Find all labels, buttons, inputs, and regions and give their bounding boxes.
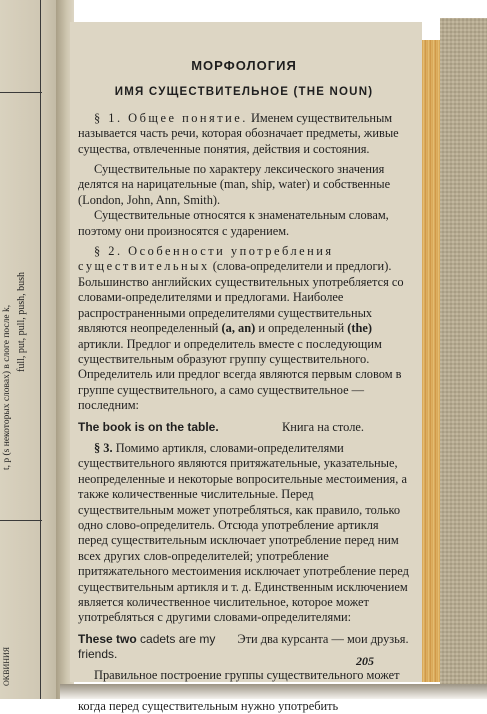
paragraph-text: и определенный	[255, 321, 348, 336]
example-1	[78, 420, 410, 435]
paragraph-heading: § 1. Общее понятие.	[94, 110, 248, 125]
paragraph-5	[78, 441, 410, 626]
paragraph-4	[78, 244, 410, 413]
example-russian: Книга на столе.	[282, 419, 364, 434]
table-header-text: t, p (s некоторых словах) в слоге после k,	[2, 304, 12, 470]
table-word-list: full, put, pull, push, bush	[16, 271, 27, 372]
paragraph-heading: § 3.	[94, 440, 113, 455]
book-cover	[440, 18, 487, 699]
example-english-bold: These two	[78, 631, 137, 646]
page-text	[78, 50, 410, 714]
page-number: 205	[356, 654, 374, 668]
example-english-bold: on the table.	[148, 419, 219, 434]
indefinite-article: (a, an)	[221, 321, 256, 336]
paragraph-6: Правильное построение группы существительного может когда перед существительным нужно употребить	[78, 667, 400, 713]
previous-page-fragment	[0, 0, 62, 699]
example-russian: Эти два курсанта — мои друзья.	[237, 631, 409, 646]
example-english	[78, 632, 236, 662]
paragraph-heading: § 2. Особенности употребления существительных	[78, 244, 334, 274]
example-english-text: cadets are my friends.	[78, 631, 216, 661]
paragraph-2: Существительные по характеру лексического значения делятся на нарицательные (man, ship, water) и собственные (London, John, Ann, Smith).	[78, 162, 391, 207]
book-page	[70, 22, 422, 713]
example-english	[78, 420, 236, 435]
paragraph-1	[78, 111, 410, 157]
example-english-bold: The book is	[78, 419, 149, 434]
paragraph-text: Помимо артикля, словами-определителями существительного являются притяжательные, указательные, неопределенные и некоторые вопросительные местоимения, а также количественные числительные. Перед существительным может употребляться, как правило, только одно слово-определитель. Отсюда употребление артикля перед существительным исключает употребление перед ним всех других слов-определителей; употребление притяжательного местоимения исключает употребление перед существительным артикля и т. д. Единственным исключением является количественное числительное, которое может употребляться с другими словами-определителями:	[78, 440, 409, 625]
section-title: ИМЯ СУЩЕСТВИТЕЛЬНОЕ (THE NOUN)	[114, 86, 374, 99]
book-shadow	[60, 684, 487, 699]
chapter-title: МОРФОЛОГИЯ	[191, 58, 297, 73]
paragraph-text: (слова-определители и предлоги). Большинство английских существительных употребляется со словами-определителями и предлогами. Наиболее распространенными определителями существительных являются неопределенный	[78, 259, 404, 336]
definite-article: (the)	[347, 321, 373, 336]
paragraph-text: артикли. Предлог и определитель вместе с последующим существительным образуют группу существительного. Определитель или предлог всегда являются первым словом в группе существительного, а само существительное — последним:	[78, 336, 402, 413]
paragraph-text: Именем существительным называется часть речи, которая обозначает предметы, живые существа, отвлеченные понятия, действия и состояния.	[78, 110, 399, 156]
paragraph-3: Существительные относятся к знаменательным словам, поэтому они произносятся с ударением.	[78, 208, 389, 238]
table-row-label: ОКВИНИЯ	[2, 646, 11, 686]
